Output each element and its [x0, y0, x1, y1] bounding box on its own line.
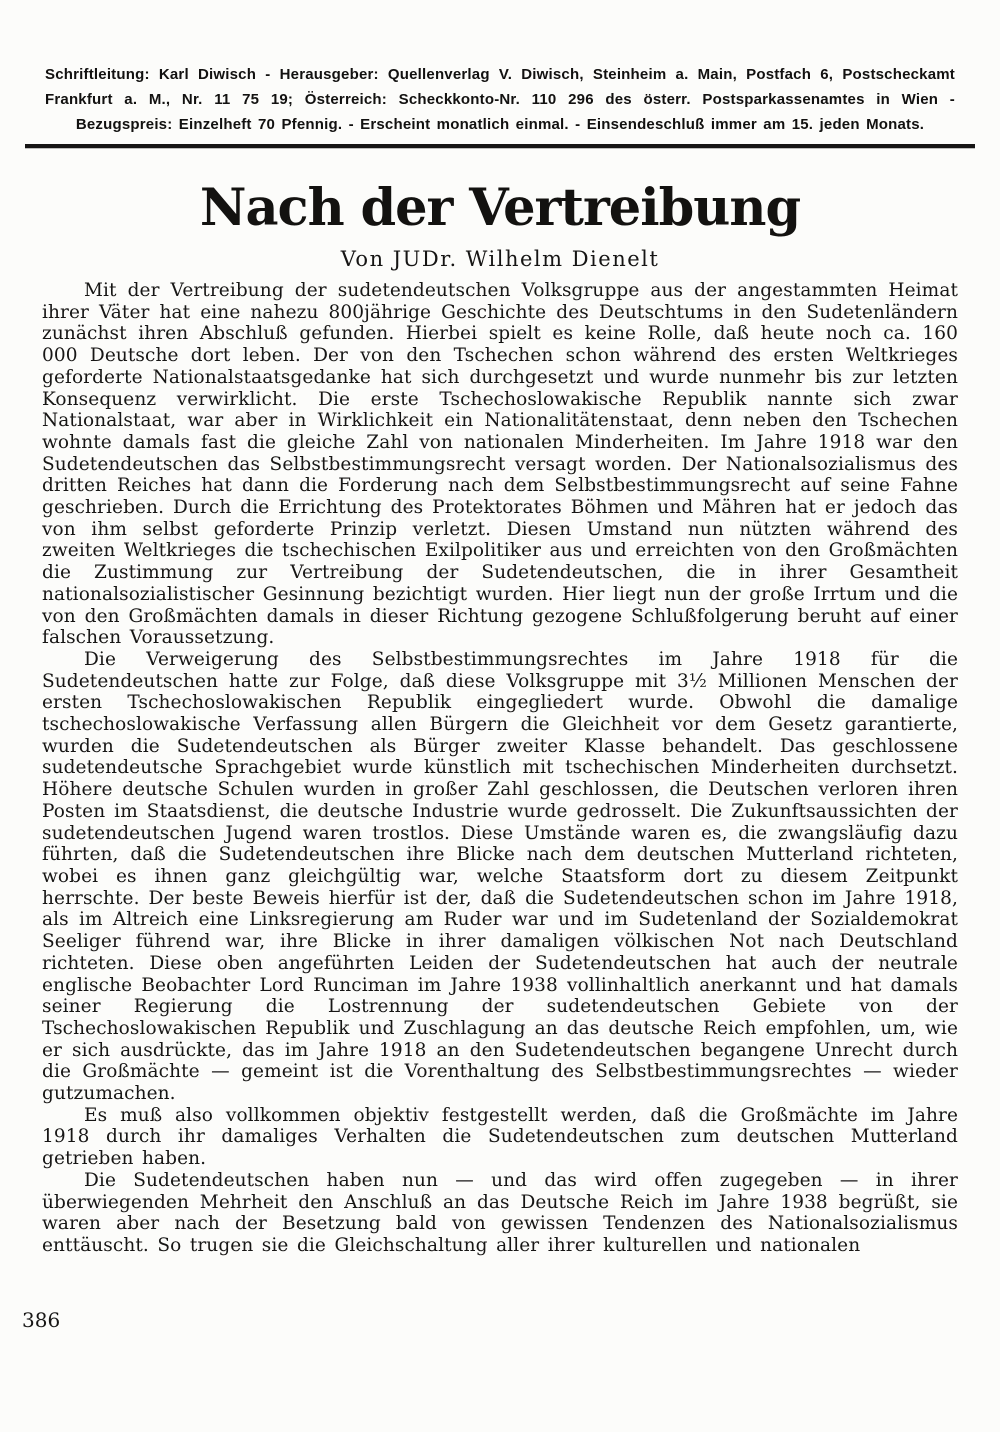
article-body [42, 280, 958, 1257]
horizontal-rule [25, 144, 975, 148]
body-paragraph-4: Die Sudetendeutschen haben nun — und das wird offen zugegeben — in ihrer überwiegenden Mehrheit den Anschluß an das Deutsche Reich im Jahre 1938 begrüßt, sie waren aber nach der Besetzung bald von gewissen Tendenzen des Nationalsozialismus enttäuscht. So trugen sie die Gleichschaltung aller ihrer kulturellen und nationalen [42, 1169, 958, 1256]
masthead-imprint: Schriftleitung: Karl Diwisch - Herausgeber: Quellenverlag V. Diwisch, Steinheim a. Main, Postfach 6, Postscheckamt Frankfurt a. M., Nr. 11 75 19; Österreich: Scheckkonto-Nr. 110 296 des österr. Postsparkassenamtes in Wien - Bezugspreis: Einzelheft 70 Pfennig. - Erscheint monatlich einmal. - Einsendeschluß immer am 15. jeden Monats. [45, 66, 955, 133]
article-title: Nach der Vertreibung [199, 178, 801, 238]
body-paragraph-3: Es muß also vollkommen objektiv festgestellt werden, daß die Großmächte im Jahre 1918 durch ihr damaliges Verhalten die Sudetendeutschen zum deutschen Mutterland getrieben haben. [42, 1104, 958, 1170]
page-number: 386 [22, 1308, 61, 1332]
body-paragraph-2: Die Verweigerung des Selbstbestimmungsrechtes im Jahre 1918 für die Sudetendeutschen hatte zur Folge, daß diese Volksgruppe mit 3½ Millionen Menschen der ersten Tschechoslowakischen Republik eingegliedert wurde. Obwohl die damalige tschechoslowakische Verfassung allen Bürgern die Gleichheit vor dem Gesetz garantierte, wurden die Sudetendeutschen als Bürger zweiter Klasse behandelt. Das geschlossene sudetendeutsche Sprachgebiet wurde künstlich mit tschechischen Minderheiten durchsetzt. Höhere deutsche Schulen wurden in großer Zahl geschlossen, die Deutschen verloren ihren Posten im Staatsdienst, die deutsche Industrie wurde gedrosselt. Die Zukunftsaussichten der sudetendeutschen Jugend waren trostlos. Diese Umstände waren es, die zwangsläufig dazu führten, daß die Sudetendeutschen ihre Blicke nach dem deutschen Mutterland richteten, wobei es ihnen ganz gleichgültig war, welche Staatsform dort zu diesem Zeitpunkt herrschte. Der beste Beweis hierfür ist der, daß die Sudetendeutschen schon im Jahre 1918, als im Altreich eine Linksregierung am Ruder war und im Sudetenland der Sozialdemokrat Seeliger führend war, ihre Blicke in ihrer damaligen völkischen Not nach Deutschland richteten. Diese oben angeführten Leiden der Sudetendeutschen hat auch der neutrale englische Beobachter Lord Runciman im Jahre 1938 vollinhaltlich anerkannt und hat damals seiner Regierung die Lostrennung der sudetendeutschen Gebiete von der Tschechoslowakischen Republik und Zuschlagung an das deutsche Reich empfohlen, um, wie er sich ausdrückte, das im Jahre 1918 an den Sudetendeutschen begangene Unrecht durch die Großmächte — gemeint ist die Vorenthaltung des Selbstbestimmungsrechtes — wieder gutzumachen. [42, 648, 958, 1105]
article-byline: Von JUDr. Wilhelm Dienelt [340, 247, 660, 271]
body-paragraph-1: Mit der Vertreibung der sudetendeutschen Volksgruppe aus der angestammten Heimat ihrer Väter hat eine nahezu 800jährige Geschichte des Deutschtums in den Sudetenländern zunächst ihren Abschluß gefunden. Hierbei spielt es keine Rolle, daß heute noch ca. 160 000 Deutsche dort leben. Der von den Tschechen schon während des ersten Weltkrieges geforderte Nationalstaatsgedanke hat sich durchgesetzt und wurde nunmehr bis zur letzten Konsequenz verwirklicht. Die erste Tschechoslowakische Republik nannte sich zwar Nationalstaat, war aber in Wirklichkeit ein Nationalitätenstaat, denn neben den Tschechen wohnte damals fast die gleiche Zahl von nationalen Minderheiten. Im Jahre 1918 war den Sudetendeutschen das Selbstbestimmungsrecht versagt worden. Der Nationalsozialismus des dritten Reiches hat dann die Forderung nach dem Selbstbestimmungsrecht auf seine Fahne geschrieben. Durch die Errichtung des Protektorates Böhmen und Mähren hat er jedoch das von ihm selbst geforderte Prinzip verletzt. Diesen Umstand nun nützten während des zweiten Weltkrieges die tschechischen Exilpolitiker aus und erreichten von den Großmächten die Zustimmung zur Vertreibung der Sudetendeutschen, die in ihrer Gesamtheit nationalsozialistischer Gesinnung bezichtigt wurden. Hier liegt nun der große Irrtum und die von den Großmächten damals in dieser Richtung gezogene Schlußfolgerung beruht auf einer falschen Voraussetzung. [42, 280, 958, 649]
